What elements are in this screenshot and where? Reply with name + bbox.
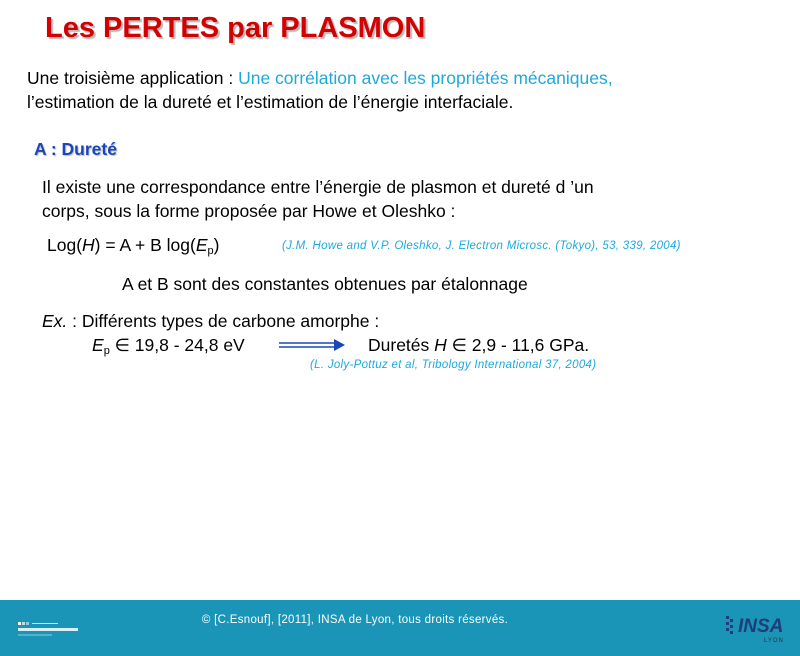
right-arrow-icon — [278, 338, 346, 352]
example-text: : Différents types de carbone amorphe : — [67, 311, 380, 331]
paragraph-line-1: Il existe une correspondance entre l’énergie de plasmon et dureté d ’un — [42, 177, 594, 197]
formula-mid: ) = A + B log( — [94, 235, 196, 255]
durete-range: ∈ 2,9 - 11,6 GPa. — [446, 335, 590, 355]
intro-prefix: Une troisième application : — [27, 68, 239, 88]
intro-text — [27, 66, 613, 114]
durete-label: Duretés — [368, 335, 435, 355]
hardness-range — [368, 335, 589, 356]
formula-sub-p: p — [207, 245, 214, 257]
intro-line-1 — [27, 66, 613, 90]
slide-title: Les PERTES par PLASMON — [45, 12, 426, 44]
reference-joly-pottuz: (L. Joly-Pottuz et al, Tribology International 37, 2004) — [310, 359, 597, 371]
insa-logo-text: INSA — [738, 616, 784, 637]
intro-line-2: l’estimation de la dureté et l’estimation de l’énergie interfaciale. — [27, 92, 514, 112]
université-de-lyon-logo — [18, 618, 80, 640]
formula-h: H — [82, 235, 95, 255]
ep-range: ∈ 19,8 - 24,8 eV — [109, 335, 245, 355]
insa-mark-icon — [724, 614, 738, 638]
formula-e: E — [195, 235, 208, 255]
ep-e: E — [92, 335, 104, 355]
copyright-notice: © [C.Esnouf], [2011], INSA de Lyon, tous droits réservés. — [201, 614, 509, 626]
ep-sub-p: p — [103, 345, 110, 357]
hardness-formula — [47, 235, 219, 257]
formula-log-open: Log( — [47, 235, 83, 255]
intro-highlight: Une corrélation avec les propriétés mécaniques, — [238, 68, 613, 88]
constants-note: A et B sont des constantes obtenues par étalonnage — [122, 274, 528, 294]
insa-lyon-logo — [724, 614, 790, 648]
reference-howe-oleshko: (J.M. Howe and V.P. Oleshko, J. Electron Microsc. (Tokyo), 53, 339, 2004) — [282, 240, 681, 252]
example-label: Ex. — [42, 311, 68, 331]
plasmon-energy-range — [92, 335, 245, 357]
section-heading: A : Dureté — [34, 139, 117, 159]
insa-logo-subtext: LYON — [764, 638, 784, 644]
example-line — [42, 311, 379, 332]
formula-close: ) — [213, 235, 220, 255]
section-paragraph — [42, 175, 594, 223]
paragraph-line-2: corps, sous la forme proposée par Howe et Oleshko : — [42, 201, 456, 221]
footer-bar — [0, 600, 800, 656]
durete-h: H — [434, 335, 447, 355]
